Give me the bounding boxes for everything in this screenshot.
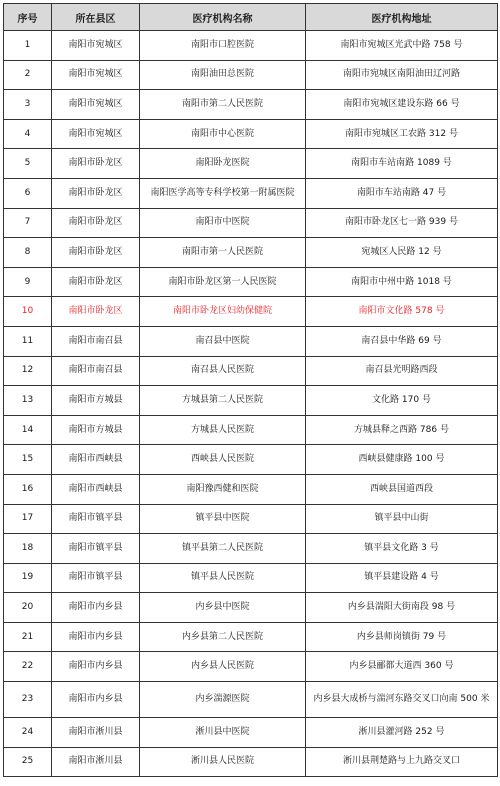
- cell-hospital-name: 南阳市第一人民医院: [140, 238, 306, 268]
- cell-district: 南阳市南召县: [52, 326, 140, 356]
- cell-district: 南阳市淅川县: [52, 718, 140, 748]
- table-row: [4, 356, 498, 386]
- table-row: [4, 563, 498, 593]
- cell-address: 内乡县师岗镇街 79 号: [306, 622, 498, 652]
- cell-address: 南阳市车站南路 1089 号: [306, 149, 498, 179]
- cell-address: 内乡县湍阳大街南段 98 号: [306, 593, 498, 623]
- cell-serial: 12: [4, 356, 52, 386]
- cell-district: 南阳市卧龙区: [52, 178, 140, 208]
- cell-address: 淅川县荆楚路与上九路交叉口: [306, 747, 498, 777]
- cell-district: 南阳市内乡县: [52, 622, 140, 652]
- cell-district: 南阳市内乡县: [52, 593, 140, 623]
- header-hospital-address: 医疗机构地址: [306, 4, 498, 31]
- cell-district: 南阳市卧龙区: [52, 238, 140, 268]
- cell-district: 南阳市宛城区: [52, 119, 140, 149]
- header-district: 所在县区: [52, 4, 140, 31]
- cell-serial: 17: [4, 504, 52, 534]
- table-row: [4, 267, 498, 297]
- cell-address: 淅川县灌河路 252 号: [306, 718, 498, 748]
- cell-address: 内乡县郦都大道西 360 号: [306, 652, 498, 682]
- cell-district: 南阳市卧龙区: [52, 297, 140, 327]
- cell-hospital-name: 南阳医学高等专科学校第一附属医院: [140, 178, 306, 208]
- cell-district: 南阳市镇平县: [52, 504, 140, 534]
- cell-district: 南阳市南召县: [52, 356, 140, 386]
- cell-hospital-name: 南阳市中心医院: [140, 119, 306, 149]
- cell-serial: 24: [4, 718, 52, 748]
- cell-district: 南阳市卧龙区: [52, 208, 140, 238]
- header-hospital-name: 医疗机构名称: [140, 4, 306, 31]
- table-row: [4, 534, 498, 564]
- cell-hospital-name: 方城县第二人民医院: [140, 386, 306, 416]
- table-row: [4, 326, 498, 356]
- cell-hospital-name: 南召县人民医院: [140, 356, 306, 386]
- cell-hospital-name: 内乡湍源医院: [140, 682, 306, 718]
- cell-serial: 2: [4, 60, 52, 90]
- cell-serial: 8: [4, 238, 52, 268]
- cell-district: 南阳市卧龙区: [52, 149, 140, 179]
- cell-address: 南阳市宛城区工农路 312 号: [306, 119, 498, 149]
- document-page: [3, 3, 498, 777]
- cell-district: 南阳市方城县: [52, 415, 140, 445]
- header-row: [4, 4, 498, 31]
- table-row: [4, 445, 498, 475]
- cell-hospital-name: 淅川县中医院: [140, 718, 306, 748]
- table-row: [4, 238, 498, 268]
- cell-address: 南阳市宛城区光武中路 758 号: [306, 31, 498, 61]
- cell-address: 南阳市中州中路 1018 号: [306, 267, 498, 297]
- cell-serial: 3: [4, 90, 52, 120]
- table-row: [4, 119, 498, 149]
- cell-district: 南阳市宛城区: [52, 90, 140, 120]
- cell-serial: 19: [4, 563, 52, 593]
- cell-hospital-name: 南召县中医院: [140, 326, 306, 356]
- cell-address: 南阳市车站南路 47 号: [306, 178, 498, 208]
- cell-serial: 11: [4, 326, 52, 356]
- hospital-table: [3, 3, 498, 777]
- cell-district: 南阳市卧龙区: [52, 267, 140, 297]
- cell-hospital-name: 内乡县中医院: [140, 593, 306, 623]
- cell-district: 南阳市内乡县: [52, 652, 140, 682]
- cell-serial: 9: [4, 267, 52, 297]
- cell-serial: 22: [4, 652, 52, 682]
- cell-address: 镇平县文化路 3 号: [306, 534, 498, 564]
- cell-address: 南召县中华路 69 号: [306, 326, 498, 356]
- table-row: [4, 386, 498, 416]
- cell-hospital-name: 南阳油田总医院: [140, 60, 306, 90]
- cell-address: 镇平县建设路 4 号: [306, 563, 498, 593]
- cell-address: 西峡县健康路 100 号: [306, 445, 498, 475]
- cell-hospital-name: 南阳市卧龙区妇幼保健院: [140, 297, 306, 327]
- cell-serial: 15: [4, 445, 52, 475]
- table-row: [4, 622, 498, 652]
- table-row: [4, 474, 498, 504]
- cell-hospital-name: 南阳豫西健和医院: [140, 474, 306, 504]
- cell-hospital-name: 方城县人民医院: [140, 415, 306, 445]
- table-row: [4, 149, 498, 179]
- cell-district: 南阳市西峡县: [52, 445, 140, 475]
- cell-hospital-name: 镇平县第二人民医院: [140, 534, 306, 564]
- cell-address: 南阳市宛城区建设东路 66 号: [306, 90, 498, 120]
- table-header: [4, 4, 498, 31]
- cell-address: 宛城区人民路 12 号: [306, 238, 498, 268]
- cell-district: 南阳市镇平县: [52, 534, 140, 564]
- cell-serial: 18: [4, 534, 52, 564]
- cell-hospital-name: 淅川县人民医院: [140, 747, 306, 777]
- table-row: [4, 682, 498, 718]
- cell-serial: 13: [4, 386, 52, 416]
- cell-serial: 10: [4, 297, 52, 327]
- cell-district: 南阳市镇平县: [52, 563, 140, 593]
- table-row: [4, 90, 498, 120]
- table-row: [4, 593, 498, 623]
- cell-address: 南召县光明路西段: [306, 356, 498, 386]
- cell-serial: 25: [4, 747, 52, 777]
- cell-hospital-name: 南阳市中医院: [140, 208, 306, 238]
- cell-address: 内乡县大成桥与湍河东路交叉口向南 500 米: [306, 682, 498, 718]
- cell-serial: 21: [4, 622, 52, 652]
- cell-district: 南阳市方城县: [52, 386, 140, 416]
- table-row: [4, 718, 498, 748]
- cell-hospital-name: 南阳市第二人民医院: [140, 90, 306, 120]
- table-row: [4, 747, 498, 777]
- cell-serial: 1: [4, 31, 52, 61]
- table-row: [4, 178, 498, 208]
- cell-district: 南阳市淅川县: [52, 747, 140, 777]
- cell-hospital-name: 南阳卧龙医院: [140, 149, 306, 179]
- cell-serial: 7: [4, 208, 52, 238]
- cell-hospital-name: 南阳市口腔医院: [140, 31, 306, 61]
- cell-hospital-name: 内乡县人民医院: [140, 652, 306, 682]
- cell-serial: 16: [4, 474, 52, 504]
- table-row: [4, 652, 498, 682]
- cell-hospital-name: 镇平县中医院: [140, 504, 306, 534]
- cell-district: 南阳市宛城区: [52, 60, 140, 90]
- cell-serial: 5: [4, 149, 52, 179]
- cell-address: 文化路 170 号: [306, 386, 498, 416]
- cell-serial: 23: [4, 682, 52, 718]
- header-serial: 序号: [4, 4, 52, 31]
- cell-address: 方城县释之西路 786 号: [306, 415, 498, 445]
- cell-address: 南阳市卧龙区七一路 939 号: [306, 208, 498, 238]
- cell-hospital-name: 西峡县人民医院: [140, 445, 306, 475]
- cell-address: 镇平县中山街: [306, 504, 498, 534]
- cell-serial: 6: [4, 178, 52, 208]
- table-body: [4, 31, 498, 777]
- cell-serial: 4: [4, 119, 52, 149]
- table-row-highlighted: [4, 297, 498, 327]
- cell-district: 南阳市宛城区: [52, 31, 140, 61]
- table-row: [4, 208, 498, 238]
- cell-serial: 20: [4, 593, 52, 623]
- cell-district: 南阳市内乡县: [52, 682, 140, 718]
- cell-hospital-name: 南阳市卧龙区第一人民医院: [140, 267, 306, 297]
- table-row: [4, 60, 498, 90]
- cell-address: 西峡县国道西段: [306, 474, 498, 504]
- cell-serial: 14: [4, 415, 52, 445]
- cell-hospital-name: 内乡县第二人民医院: [140, 622, 306, 652]
- cell-address: 南阳市文化路 578 号: [306, 297, 498, 327]
- cell-hospital-name: 镇平县人民医院: [140, 563, 306, 593]
- cell-district: 南阳市西峡县: [52, 474, 140, 504]
- table-row: [4, 415, 498, 445]
- table-row: [4, 31, 498, 61]
- cell-address: 南阳市宛城区南阳油田辽河路: [306, 60, 498, 90]
- table-row: [4, 504, 498, 534]
